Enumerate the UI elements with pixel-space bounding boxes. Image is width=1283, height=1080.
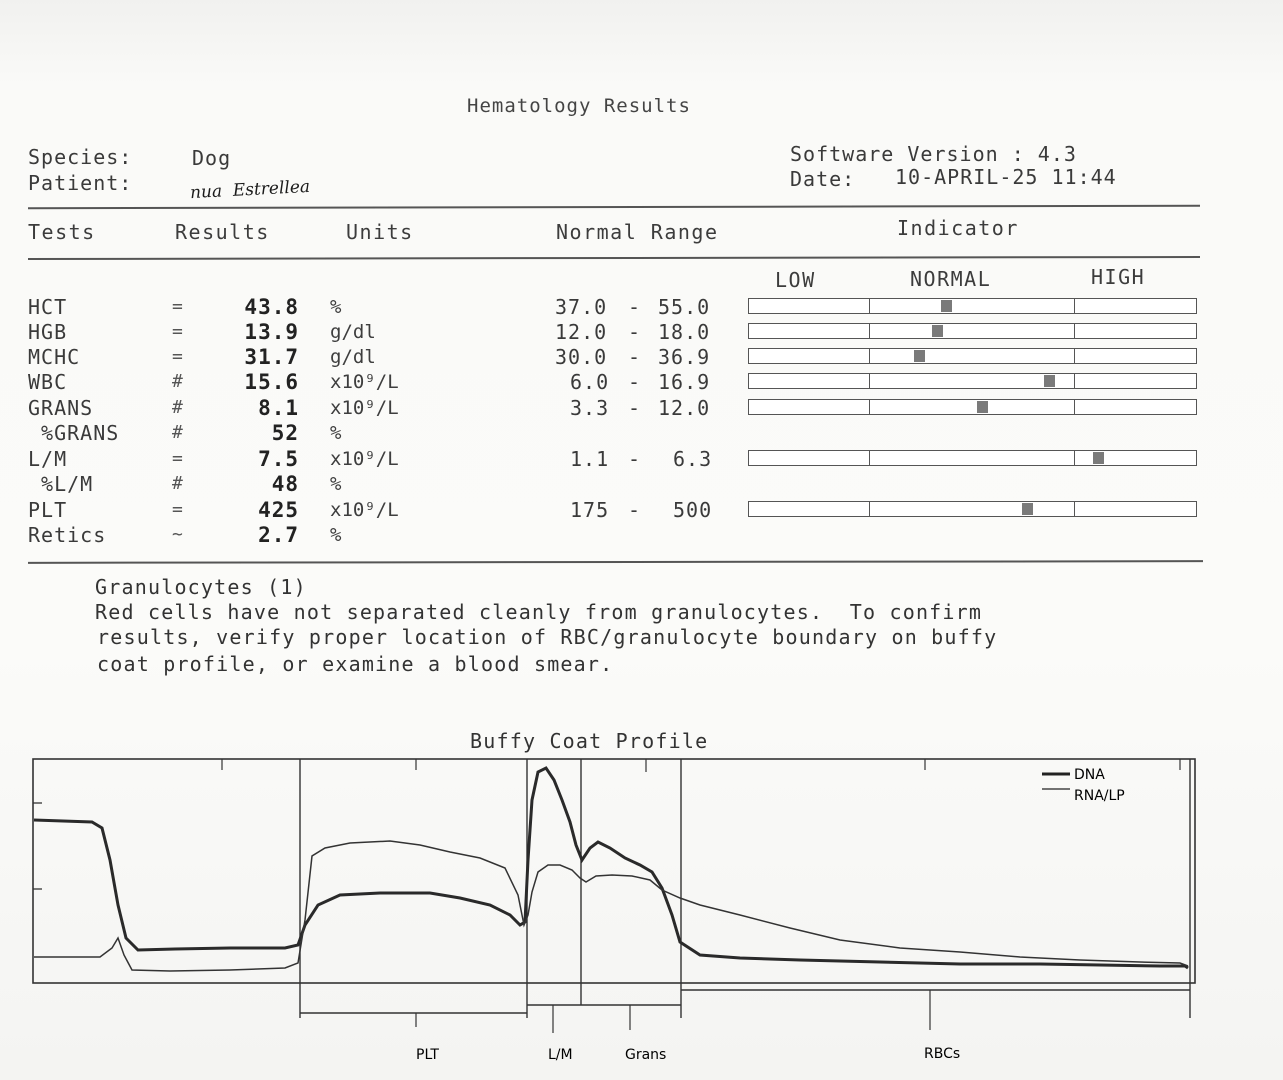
patient-label: Patient: [28, 171, 133, 195]
col-indicator: Indicator [897, 216, 1019, 240]
row-result-value: 43.8 [244, 295, 299, 319]
row-unit: g/dl [330, 321, 376, 343]
species-label: Species: [28, 145, 133, 169]
row-test-name: %L/M [28, 472, 94, 496]
row-unit: x10⁹/L [330, 499, 399, 521]
date-value: 10-APRIL-25 11:44 [895, 165, 1117, 189]
col-normal-range: Normal Range [556, 220, 719, 244]
row-unit: x10⁹/L [330, 397, 399, 419]
row-range-high: 6.3 [673, 447, 713, 471]
row-range-low: 30.0 [555, 345, 608, 369]
row-range-high: 36.9 [658, 345, 711, 369]
col-results: Results [175, 220, 270, 244]
dna-series-line [34, 768, 1188, 968]
row-result-value: 52 [271, 421, 299, 445]
region-label-rbcs: RBCs [924, 1046, 961, 1062]
row-range-dash: - [628, 370, 642, 394]
row-result-value: 425 [258, 498, 299, 522]
region-label-lm: L/M [548, 1047, 573, 1063]
patient-handwritten-name: nua Estrellea [189, 176, 311, 204]
row-result-value: 13.9 [244, 320, 299, 344]
row-range-high: 18.0 [658, 320, 711, 344]
note-line-3: coat profile, or examine a blood smear. [97, 652, 614, 676]
region-label-plt: PLT [416, 1047, 439, 1063]
row-range-low: 37.0 [555, 295, 608, 319]
row-operator: = [172, 321, 183, 342]
rna-lp-series-line [34, 841, 1188, 971]
row-test-name: MCHC [28, 345, 81, 369]
row-test-name: HCT [28, 295, 68, 319]
row-range-low: 12.0 [555, 320, 608, 344]
row-range-high: 12.0 [658, 396, 711, 420]
row-range-low: 6.0 [570, 370, 610, 394]
row-operator: ~ [172, 524, 183, 545]
row-unit: % [330, 473, 342, 495]
region-label-grans: Grans [625, 1047, 667, 1063]
row-operator: # [172, 371, 183, 392]
indicator-high-label: HIGH [1091, 265, 1146, 289]
row-operator: = [172, 448, 183, 469]
row-operator: = [172, 296, 183, 317]
row-operator: = [172, 499, 183, 520]
note-line-1: Red cells have not separated cleanly from granulocytes. To confirm [95, 600, 983, 624]
chart-title: Buffy Coat Profile [470, 729, 709, 753]
row-unit: % [330, 524, 342, 546]
col-tests: Tests [28, 220, 96, 244]
row-range-dash: - [628, 447, 642, 471]
row-test-name: PLT [28, 498, 68, 522]
note-heading: Granulocytes (1) [95, 575, 307, 599]
note-line-2: results, verify proper location of RBC/granulocyte boundary on buffy [97, 625, 998, 649]
row-result-value: 2.7 [258, 523, 299, 547]
row-result-value: 7.5 [258, 447, 299, 471]
row-result-value: 15.6 [244, 370, 299, 394]
report-title: Hematology Results [467, 95, 691, 117]
row-range-low: 3.3 [570, 396, 610, 420]
row-test-name: Retics [28, 523, 107, 547]
row-test-name: HGB [28, 320, 68, 344]
row-test-name: L/M [28, 447, 68, 471]
row-range-dash: - [628, 295, 642, 319]
row-operator: = [172, 346, 183, 367]
row-unit: x10⁹/L [330, 371, 399, 393]
row-range-dash: - [628, 396, 642, 420]
col-units: Units [346, 220, 414, 244]
row-test-name: %GRANS [28, 421, 120, 445]
date-label: Date: [790, 167, 856, 191]
indicator-normal-label: NORMAL [910, 267, 992, 291]
row-range-low: 175 [570, 498, 610, 522]
row-result-value: 8.1 [258, 396, 299, 420]
software-version: Software Version : 4.3 [790, 142, 1077, 166]
row-range-dash: - [628, 345, 642, 369]
row-operator: # [172, 422, 183, 443]
row-range-dash: - [628, 498, 642, 522]
row-test-name: GRANS [28, 396, 94, 420]
row-range-low: 1.1 [570, 447, 610, 471]
row-unit: x10⁹/L [330, 448, 399, 470]
row-range-high: 55.0 [658, 295, 711, 319]
species-value: Dog [192, 146, 232, 170]
row-result-value: 31.7 [244, 345, 299, 369]
row-unit: % [330, 296, 342, 318]
indicator-low-label: LOW [775, 268, 816, 292]
legend-rna-label: RNA/LP [1074, 788, 1125, 804]
row-range-high: 16.9 [658, 370, 711, 394]
row-result-value: 48 [271, 472, 299, 496]
row-test-name: WBC [28, 370, 68, 394]
legend-dna-label: DNA [1074, 767, 1105, 783]
row-unit: g/dl [330, 346, 376, 368]
row-range-high: 500 [673, 498, 713, 522]
row-range-dash: - [628, 320, 642, 344]
row-operator: # [172, 473, 183, 494]
row-operator: # [172, 397, 183, 418]
row-unit: % [330, 422, 342, 444]
